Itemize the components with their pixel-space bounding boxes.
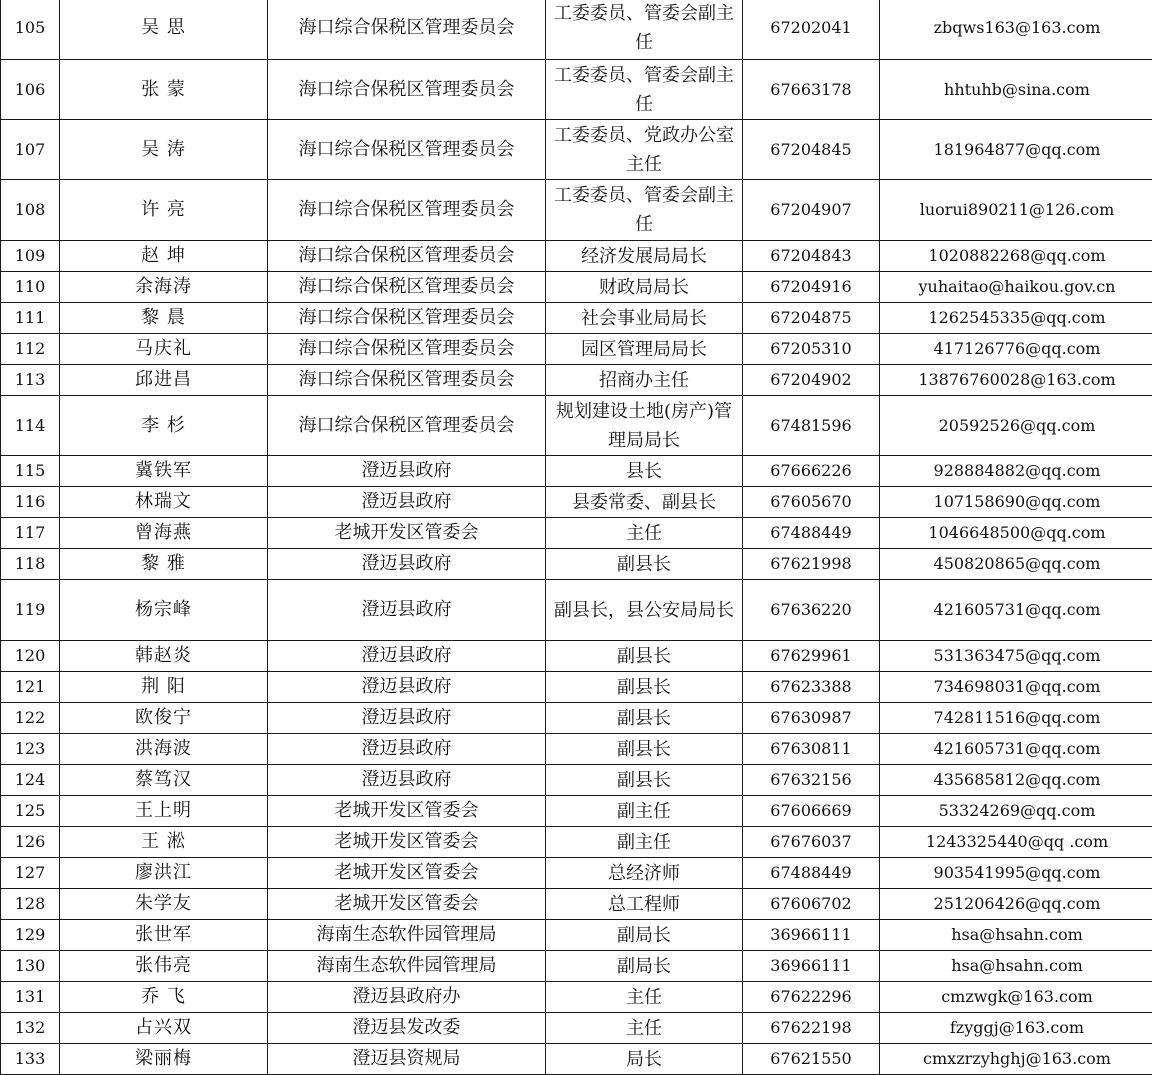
table-row	[1, 827, 1152, 858]
cell-email: 734698031@qq.com	[880, 672, 1152, 703]
cell-phone: 67606702	[743, 889, 880, 920]
cell-no: 113	[1, 365, 60, 396]
cell-position: 副局长	[546, 951, 743, 982]
table-row	[1, 1013, 1152, 1044]
cell-no: 124	[1, 765, 60, 796]
cell-no: 133	[1, 1044, 60, 1075]
cell-organization: 海口综合保税区管理委员会	[268, 272, 546, 303]
cell-name: 吴 涛	[60, 120, 268, 180]
cell-name: 占兴双	[60, 1013, 268, 1044]
cell-phone: 67205310	[743, 334, 880, 365]
cell-name: 王上明	[60, 796, 268, 827]
cell-position: 县长	[546, 456, 743, 487]
cell-organization: 澄迈县政府	[268, 672, 546, 703]
cell-phone: 67204843	[743, 241, 880, 272]
cell-email: 421605731@qq.com	[880, 580, 1152, 641]
cell-position: 工委委员、管委会副主任	[546, 60, 743, 120]
cell-organization: 老城开发区管委会	[268, 889, 546, 920]
cell-name: 马庆礼	[60, 334, 268, 365]
cell-phone: 67623388	[743, 672, 880, 703]
cell-position: 局长	[546, 1044, 743, 1075]
cell-position: 副局长	[546, 920, 743, 951]
cell-name: 许 亮	[60, 180, 268, 241]
cell-organization: 澄迈县政府	[268, 456, 546, 487]
cell-no: 131	[1, 982, 60, 1013]
cell-name: 张 蒙	[60, 60, 268, 120]
cell-email: 903541995@qq.com	[880, 858, 1152, 889]
cell-name: 吴 思	[60, 0, 268, 60]
cell-phone: 67204845	[743, 120, 880, 180]
cell-organization: 澄迈县发改委	[268, 1013, 546, 1044]
cell-no: 105	[1, 0, 60, 60]
cell-organization: 海南生态软件园管理局	[268, 951, 546, 982]
table-row	[1, 765, 1152, 796]
cell-organization: 海南生态软件园管理局	[268, 920, 546, 951]
cell-organization: 澄迈县政府	[268, 765, 546, 796]
cell-phone: 67621550	[743, 1044, 880, 1075]
cell-no: 128	[1, 889, 60, 920]
cell-position: 工委委员、管委会副主任	[546, 180, 743, 241]
cell-position: 社会事业局局长	[546, 303, 743, 334]
table-row	[1, 334, 1152, 365]
cell-name: 乔 飞	[60, 982, 268, 1013]
cell-name: 蔡笃汉	[60, 765, 268, 796]
cell-no: 120	[1, 641, 60, 672]
table-row	[1, 0, 1152, 60]
cell-position: 规划建设土地(房产)管理局局长	[546, 396, 743, 456]
cell-email: 450820865@qq.com	[880, 549, 1152, 580]
cell-position: 副县长	[546, 672, 743, 703]
cell-phone: 67663178	[743, 60, 880, 120]
table-row	[1, 241, 1152, 272]
cell-phone: 67629961	[743, 641, 880, 672]
cell-no: 126	[1, 827, 60, 858]
cell-email: yuhaitao@haikou.gov.cn	[880, 272, 1152, 303]
cell-name: 韩赵炎	[60, 641, 268, 672]
cell-phone: 67488449	[743, 518, 880, 549]
cell-name: 黎 晨	[60, 303, 268, 334]
cell-email: 928884882@qq.com	[880, 456, 1152, 487]
cell-name: 荆 阳	[60, 672, 268, 703]
table-row	[1, 796, 1152, 827]
table-row	[1, 920, 1152, 951]
cell-email: hhtuhb@sina.com	[880, 60, 1152, 120]
cell-position: 园区管理局局长	[546, 334, 743, 365]
table-row	[1, 549, 1152, 580]
cell-name: 李 杉	[60, 396, 268, 456]
cell-phone: 67622296	[743, 982, 880, 1013]
table-row	[1, 272, 1152, 303]
cell-no: 130	[1, 951, 60, 982]
cell-organization: 澄迈县资规局	[268, 1044, 546, 1075]
cell-organization: 海口综合保税区管理委员会	[268, 120, 546, 180]
cell-position: 工委委员、党政办公室主任	[546, 120, 743, 180]
cell-email: cmzwgk@163.com	[880, 982, 1152, 1013]
cell-no: 132	[1, 1013, 60, 1044]
cell-name: 廖洪江	[60, 858, 268, 889]
cell-email: 1243325440@qq .com	[880, 827, 1152, 858]
cell-organization: 海口综合保税区管理委员会	[268, 396, 546, 456]
cell-position: 副县长	[546, 549, 743, 580]
cell-organization: 老城开发区管委会	[268, 827, 546, 858]
cell-email: fzyggj@163.com	[880, 1013, 1152, 1044]
cell-phone: 67676037	[743, 827, 880, 858]
table-row	[1, 303, 1152, 334]
cell-email: 1046648500@qq.com	[880, 518, 1152, 549]
cell-name: 洪海波	[60, 734, 268, 765]
cell-position: 经济发展局局长	[546, 241, 743, 272]
cell-position: 主任	[546, 518, 743, 549]
cell-organization: 老城开发区管委会	[268, 796, 546, 827]
cell-name: 曾海燕	[60, 518, 268, 549]
cell-no: 117	[1, 518, 60, 549]
cell-phone: 67632156	[743, 765, 880, 796]
cell-organization: 澄迈县政府	[268, 641, 546, 672]
cell-position: 招商办主任	[546, 365, 743, 396]
cell-phone: 67481596	[743, 396, 880, 456]
cell-name: 朱学友	[60, 889, 268, 920]
cell-email: 417126776@qq.com	[880, 334, 1152, 365]
table-row	[1, 703, 1152, 734]
cell-position: 副县长	[546, 765, 743, 796]
cell-name: 黎 雅	[60, 549, 268, 580]
table-row	[1, 1044, 1152, 1075]
cell-phone: 67622198	[743, 1013, 880, 1044]
table-row	[1, 487, 1152, 518]
cell-no: 118	[1, 549, 60, 580]
cell-phone: 67636220	[743, 580, 880, 641]
cell-phone: 67204907	[743, 180, 880, 241]
cell-name: 梁丽梅	[60, 1044, 268, 1075]
cell-position: 副县长，县公安局局长	[546, 580, 743, 641]
cell-phone: 67202041	[743, 0, 880, 60]
cell-email: hsa@hsahn.com	[880, 951, 1152, 982]
cell-name: 冀铁军	[60, 456, 268, 487]
cell-no: 107	[1, 120, 60, 180]
cell-no: 116	[1, 487, 60, 518]
cell-position: 总工程师	[546, 889, 743, 920]
table-row	[1, 672, 1152, 703]
cell-name: 欧俊宁	[60, 703, 268, 734]
cell-organization: 老城开发区管委会	[268, 858, 546, 889]
cell-position: 工委委员、管委会副主任	[546, 0, 743, 60]
cell-no: 106	[1, 60, 60, 120]
cell-position: 财政局局长	[546, 272, 743, 303]
contact-table-body	[1, 0, 1152, 1075]
table-row	[1, 180, 1152, 241]
table-row	[1, 734, 1152, 765]
cell-no: 122	[1, 703, 60, 734]
table-row	[1, 60, 1152, 120]
cell-organization: 海口综合保税区管理委员会	[268, 303, 546, 334]
table-row	[1, 456, 1152, 487]
table-row	[1, 518, 1152, 549]
cell-no: 127	[1, 858, 60, 889]
cell-name: 张世军	[60, 920, 268, 951]
table-row	[1, 889, 1152, 920]
cell-phone: 67666226	[743, 456, 880, 487]
table-row	[1, 396, 1152, 456]
cell-position: 副主任	[546, 827, 743, 858]
cell-email: cmxzrzyhghj@163.com	[880, 1044, 1152, 1075]
cell-email: luorui890211@126.com	[880, 180, 1152, 241]
cell-organization: 澄迈县政府办	[268, 982, 546, 1013]
cell-no: 129	[1, 920, 60, 951]
table-row	[1, 982, 1152, 1013]
cell-phone: 67204902	[743, 365, 880, 396]
cell-no: 119	[1, 580, 60, 641]
cell-organization: 海口综合保税区管理委员会	[268, 180, 546, 241]
cell-email: 1262545335@qq.com	[880, 303, 1152, 334]
cell-no: 112	[1, 334, 60, 365]
cell-no: 125	[1, 796, 60, 827]
cell-phone: 67630811	[743, 734, 880, 765]
cell-position: 主任	[546, 982, 743, 1013]
cell-position: 副县长	[546, 641, 743, 672]
cell-phone: 67606669	[743, 796, 880, 827]
cell-name: 林瑞文	[60, 487, 268, 518]
cell-no: 115	[1, 456, 60, 487]
cell-phone: 67204916	[743, 272, 880, 303]
table-row	[1, 951, 1152, 982]
cell-email: 107158690@qq.com	[880, 487, 1152, 518]
cell-organization: 海口综合保税区管理委员会	[268, 241, 546, 272]
cell-phone: 67630987	[743, 703, 880, 734]
cell-phone: 36966111	[743, 951, 880, 982]
cell-organization: 澄迈县政府	[268, 703, 546, 734]
table-row	[1, 365, 1152, 396]
cell-email: 53324269@qq.com	[880, 796, 1152, 827]
cell-organization: 海口综合保税区管理委员会	[268, 60, 546, 120]
cell-email: 1020882268@qq.com	[880, 241, 1152, 272]
table-row	[1, 120, 1152, 180]
cell-name: 赵 坤	[60, 241, 268, 272]
cell-position: 县委常委、副县长	[546, 487, 743, 518]
cell-email: zbqws163@163.com	[880, 0, 1152, 60]
table-row	[1, 580, 1152, 641]
cell-organization: 澄迈县政府	[268, 487, 546, 518]
cell-no: 111	[1, 303, 60, 334]
cell-phone: 36966111	[743, 920, 880, 951]
cell-no: 123	[1, 734, 60, 765]
cell-email: 435685812@qq.com	[880, 765, 1152, 796]
cell-name: 余海涛	[60, 272, 268, 303]
cell-organization: 海口综合保税区管理委员会	[268, 334, 546, 365]
cell-phone: 67488449	[743, 858, 880, 889]
cell-email: hsa@hsahn.com	[880, 920, 1152, 951]
cell-organization: 澄迈县政府	[268, 549, 546, 580]
cell-no: 114	[1, 396, 60, 456]
cell-position: 主任	[546, 1013, 743, 1044]
table-row	[1, 858, 1152, 889]
cell-phone: 67605670	[743, 487, 880, 518]
cell-position: 副主任	[546, 796, 743, 827]
cell-organization: 澄迈县政府	[268, 734, 546, 765]
cell-organization: 澄迈县政府	[268, 580, 546, 641]
cell-no: 121	[1, 672, 60, 703]
cell-position: 总经济师	[546, 858, 743, 889]
cell-organization: 海口综合保税区管理委员会	[268, 365, 546, 396]
cell-no: 108	[1, 180, 60, 241]
cell-position: 副县长	[546, 734, 743, 765]
cell-position: 副县长	[546, 703, 743, 734]
cell-email: 421605731@qq.com	[880, 734, 1152, 765]
cell-phone: 67621998	[743, 549, 880, 580]
cell-email: 181964877@qq.com	[880, 120, 1152, 180]
cell-name: 张伟亮	[60, 951, 268, 982]
table-row	[1, 641, 1152, 672]
cell-email: 531363475@qq.com	[880, 641, 1152, 672]
cell-email: 742811516@qq.com	[880, 703, 1152, 734]
cell-email: 20592526@qq.com	[880, 396, 1152, 456]
cell-name: 邱进昌	[60, 365, 268, 396]
cell-phone: 67204875	[743, 303, 880, 334]
cell-organization: 老城开发区管委会	[268, 518, 546, 549]
cell-no: 109	[1, 241, 60, 272]
cell-email: 13876760028@163.com	[880, 365, 1152, 396]
cell-organization: 海口综合保税区管理委员会	[268, 0, 546, 60]
cell-email: 251206426@qq.com	[880, 889, 1152, 920]
cell-name: 王 淞	[60, 827, 268, 858]
cell-no: 110	[1, 272, 60, 303]
cell-name: 杨宗峰	[60, 580, 268, 641]
